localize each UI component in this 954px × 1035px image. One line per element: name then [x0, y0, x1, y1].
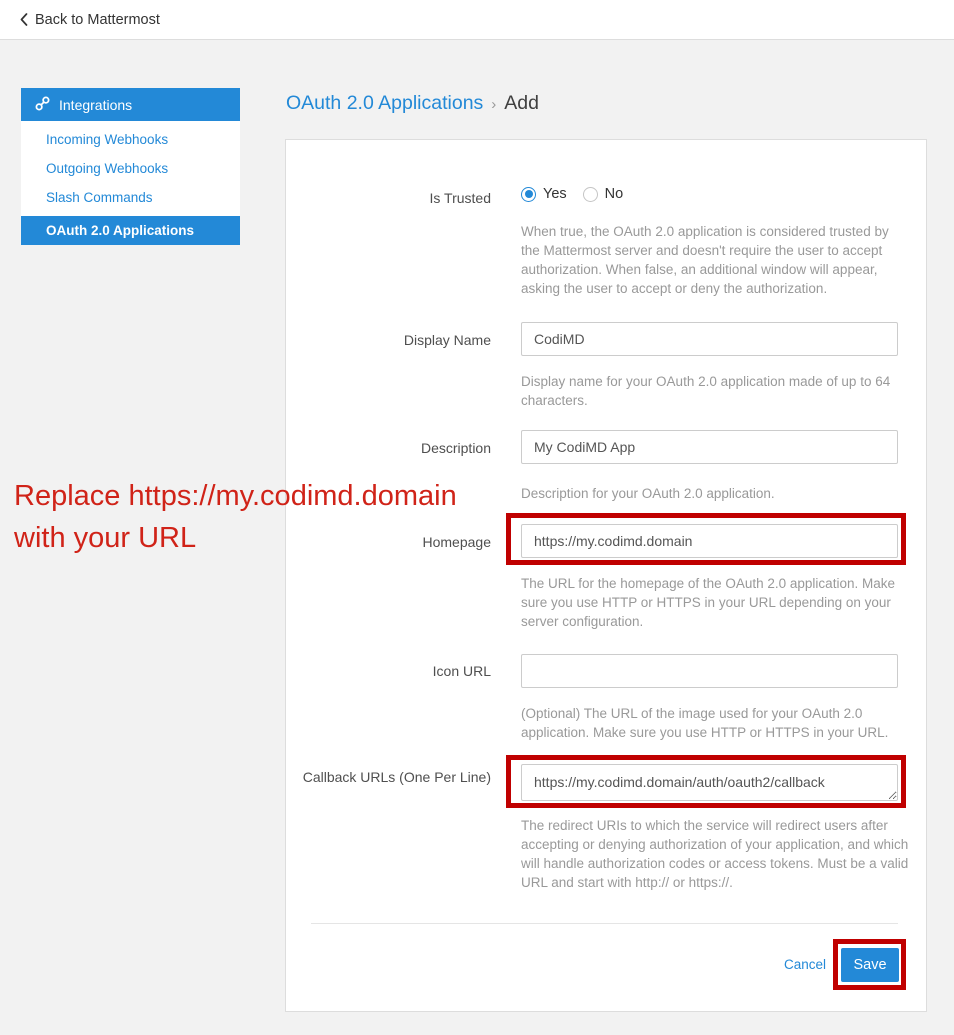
homepage-help: The URL for the homepage of the OAuth 2.0 application. Make sure you use HTTP or HTTPS in your URL depending on your server configuration. — [521, 576, 895, 630]
breadcrumb-separator: › — [491, 96, 497, 113]
display-name-help: Display name for your OAuth 2.0 application made of up to 64 characters. — [521, 374, 891, 409]
back-label: Back to Mattermost — [35, 11, 160, 28]
cancel-button[interactable]: Cancel — [783, 957, 826, 972]
is-trusted-no-label: No — [604, 186, 624, 202]
back-chevron-icon — [20, 13, 28, 26]
is-trusted-radio-group — [521, 186, 623, 202]
radio-unchecked-icon — [583, 187, 598, 202]
description-help: Description for your OAuth 2.0 application. — [521, 486, 775, 501]
is-trusted-help: When true, the OAuth 2.0 application is considered trusted by the Mattermost server and doesn't require the user to accept authorization. When false, an additional window will appear, asking the user to accept or deny the authorization. — [521, 224, 889, 297]
display-name-input[interactable] — [521, 322, 898, 356]
description-input[interactable] — [521, 430, 898, 464]
sidebar-item-outgoing-webhooks[interactable]: Outgoing Webhooks — [46, 161, 169, 176]
back-to-mattermost-link[interactable] — [20, 12, 160, 28]
sidebar-item-incoming-webhooks[interactable]: Incoming Webhooks — [46, 132, 169, 147]
callback-urls-textarea[interactable] — [521, 764, 898, 801]
footer-divider — [311, 923, 898, 924]
is-trusted-yes-label: Yes — [543, 186, 567, 202]
icon-url-help: (Optional) The URL of the image used for your OAuth 2.0 application. Make sure you use HTTP or HTTPS in your URL. — [521, 706, 889, 741]
sidebar-item-slash-commands[interactable]: Slash Commands — [46, 190, 153, 205]
top-header-bar — [0, 0, 954, 40]
integrations-sidebar — [21, 88, 240, 245]
homepage-input[interactable] — [521, 524, 898, 558]
page-title: Add — [504, 92, 539, 114]
callback-urls-label: Callback URLs (One Per Line) — [302, 769, 491, 785]
save-button[interactable]: Save — [841, 948, 899, 982]
sidebar-header-label: Integrations — [59, 96, 133, 113]
callback-urls-help: The redirect URIs to which the service will redirect users after accepting or denying authorization of your application, and which will handle authorization codes or access tokens. Must be a valid URL and start with http:// or https://. — [521, 818, 909, 891]
breadcrumb-parent-link[interactable]: OAuth 2.0 Applications — [286, 92, 484, 114]
homepage-label: Homepage — [422, 534, 491, 550]
is-trusted-no-radio[interactable] — [583, 186, 624, 202]
radio-checked-icon — [521, 187, 536, 202]
link-chain-icon — [35, 96, 50, 114]
breadcrumb — [286, 92, 539, 115]
description-label: Description — [420, 440, 491, 456]
display-name-label: Display Name — [403, 332, 491, 348]
icon-url-input[interactable] — [521, 654, 898, 688]
icon-url-label: Icon URL — [432, 663, 491, 679]
is-trusted-label: Is Trusted — [429, 190, 491, 206]
oauth-add-form-panel — [285, 139, 927, 1012]
is-trusted-yes-radio[interactable] — [521, 186, 567, 202]
sidebar-header-integrations[interactable] — [21, 88, 240, 121]
annotation-line-1: Replace https://my.codimd.domain — [14, 480, 457, 512]
annotation-line-2: with your URL — [14, 522, 197, 555]
sidebar-body — [21, 121, 240, 245]
sidebar-item-oauth-applications[interactable]: OAuth 2.0 Applications — [21, 216, 240, 245]
